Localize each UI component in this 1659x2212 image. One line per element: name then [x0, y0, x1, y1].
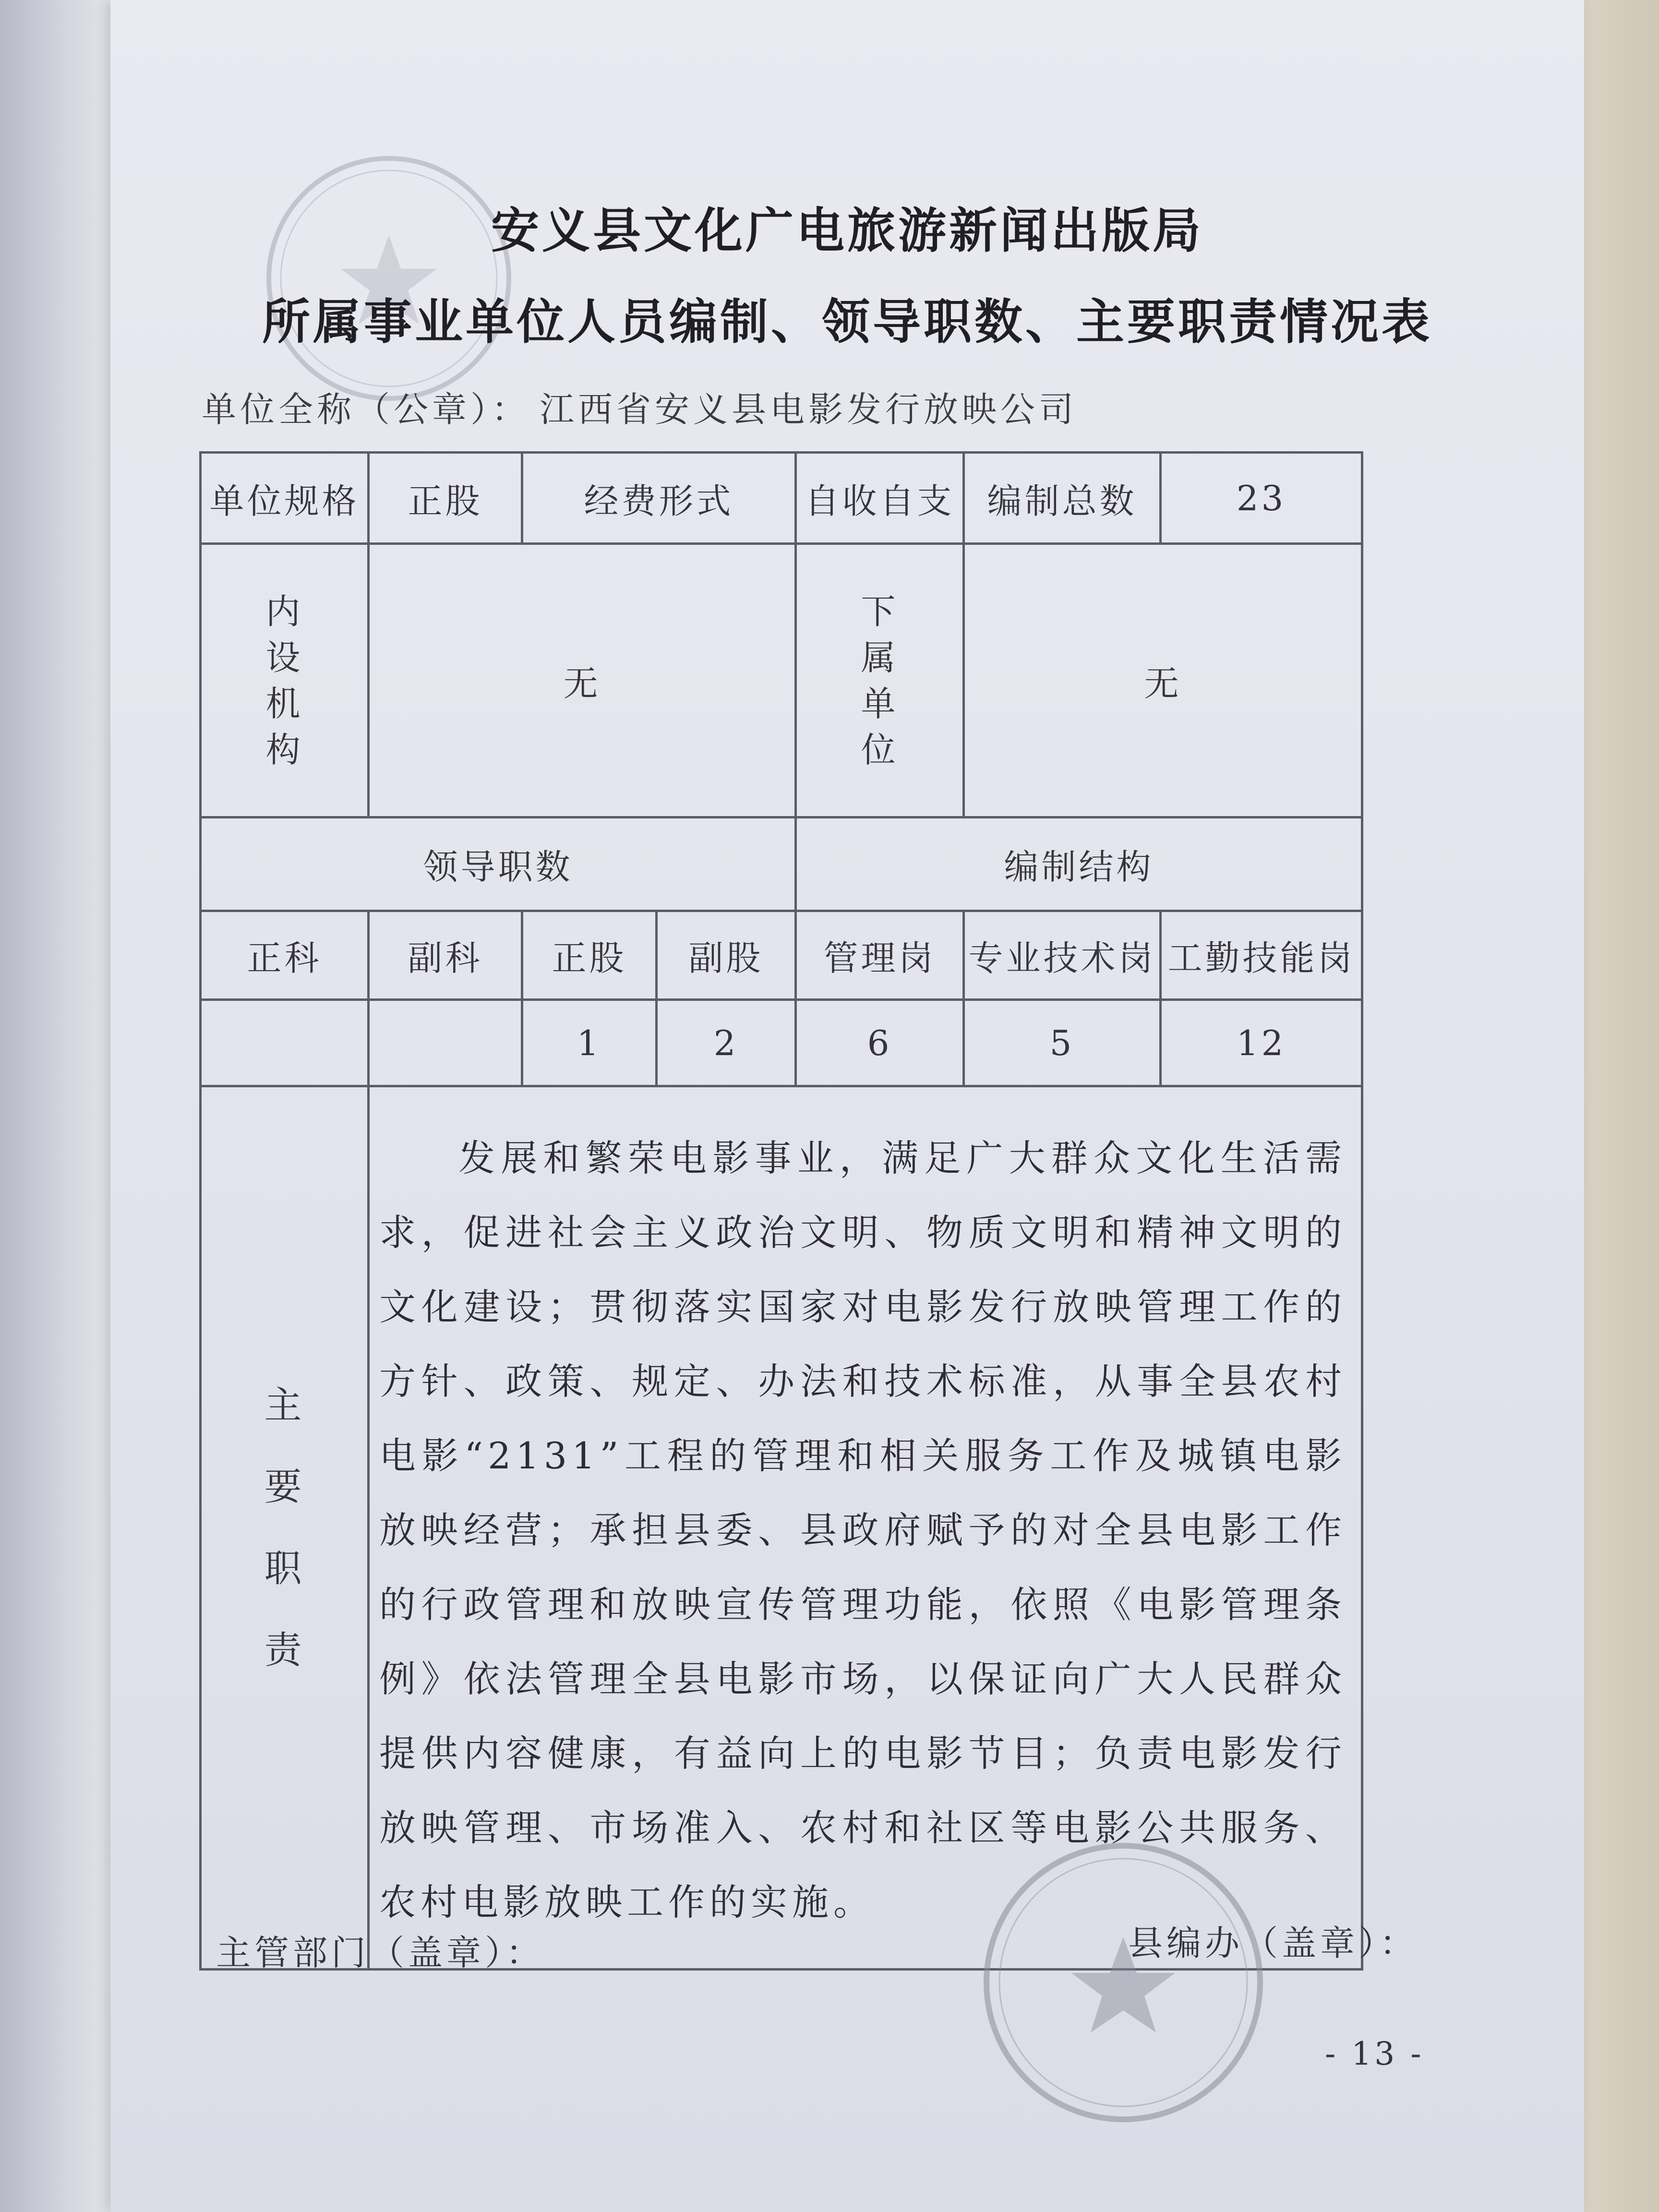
duties-char: 责: [264, 1628, 305, 1672]
internal-org-char: 构: [265, 729, 303, 770]
funding-label: 经费形式: [522, 453, 796, 544]
internal-org-char: 内: [265, 591, 303, 632]
column-header: 正科: [201, 911, 369, 1000]
subordinate-value: 无: [964, 544, 1362, 817]
book-gutter: [0, 0, 110, 2212]
table-cell: [369, 1000, 522, 1086]
unit-fullname-line: [202, 382, 1087, 432]
document-page: [110, 0, 1584, 2212]
page-number: - 13 -: [1325, 2035, 1424, 2072]
table-row-structure: [201, 544, 1362, 817]
subordinate-char: 单: [861, 683, 899, 724]
table-surface: [1582, 0, 1659, 2212]
subordinate-char: 下: [861, 591, 899, 632]
duties-label: [201, 1086, 369, 1970]
table-row-section-headers: [201, 817, 1362, 911]
subordinate-char: 属: [861, 637, 899, 678]
column-header: 管理岗: [796, 911, 964, 1000]
internal-org-label: [201, 544, 369, 817]
column-header: 副股: [657, 911, 796, 1000]
column-header: 工勤技能岗: [1161, 911, 1362, 1000]
column-header: 副科: [369, 911, 522, 1000]
unit-fullname-value: 江西省安义县电影发行放映公司: [540, 389, 1078, 430]
grade-label: 单位规格: [201, 453, 369, 544]
table-row-column-headers: [201, 911, 1362, 1000]
funding-value: 自收自支: [796, 453, 964, 544]
column-header: 正股: [522, 911, 657, 1000]
internal-org-char: 机: [265, 683, 303, 724]
table-row-values: [201, 1000, 1362, 1086]
duties-char: 要: [264, 1465, 305, 1509]
subordinate-char: 位: [861, 729, 899, 770]
structure-header: 编制结构: [796, 817, 1362, 911]
county-office-seal-line: 县编办（盖章）：: [1128, 1923, 1419, 1963]
table-cell: 5: [964, 1000, 1161, 1086]
unit-fullname-label: 单位全称（公章）：: [202, 389, 530, 430]
table-cell: 6: [796, 1000, 964, 1086]
document-title: 安义县文化广电旅游新闻出版局: [491, 202, 1203, 259]
internal-org-value: 无: [369, 544, 796, 817]
table-cell: 2: [657, 1000, 796, 1086]
staff-total-label: 编制总数: [964, 453, 1161, 544]
duties-char: 职: [264, 1547, 305, 1590]
table-cell: 12: [1161, 1000, 1362, 1086]
official-seal-bottom: [974, 1834, 1272, 2131]
internal-org-char: 设: [265, 637, 303, 678]
staffing-table: [199, 451, 1363, 1971]
duties-char: 主: [264, 1383, 305, 1427]
duties-text: 发展和繁荣电影事业，满足广大群众文化生活需求，促进社会主义政治文明、物质文明和精神文明的文化建设；贯彻落实国家对电影发行放映管理工作的方针、政策、规定、办法和技术标准，从事全县农村电影“2131”工程的管理和相关服务工作及城镇电影放映经营；承担县委、县政府赋予的对全县电影工作的行政管理和放映宣传管理功能，依照《电影管理条例》依法管理全县电影市场，以保证向广大人民群众提供内容健康，有益向上的电影节目；负责电影发行放映管理、市场准入、农村和社区等电影公共服务、农村电影放映工作的实施。: [379, 1137, 1347, 1923]
supervisor-seal-line: 主管部门（盖章）：: [216, 1933, 545, 1973]
document-subtitle: 所属事业单位人员编制、领导职数、主要职责情况表: [262, 293, 1432, 350]
official-seal-top: [254, 144, 523, 413]
subordinate-label: [796, 544, 964, 817]
leadership-header: 领导职数: [201, 817, 796, 911]
table-row-basic-info: [201, 453, 1362, 544]
table-cell: 1: [522, 1000, 657, 1086]
grade-value: 正股: [369, 453, 522, 544]
staff-total-value: 23: [1161, 453, 1362, 544]
column-header: 专业技术岗: [964, 911, 1161, 1000]
table-cell: [201, 1000, 369, 1086]
